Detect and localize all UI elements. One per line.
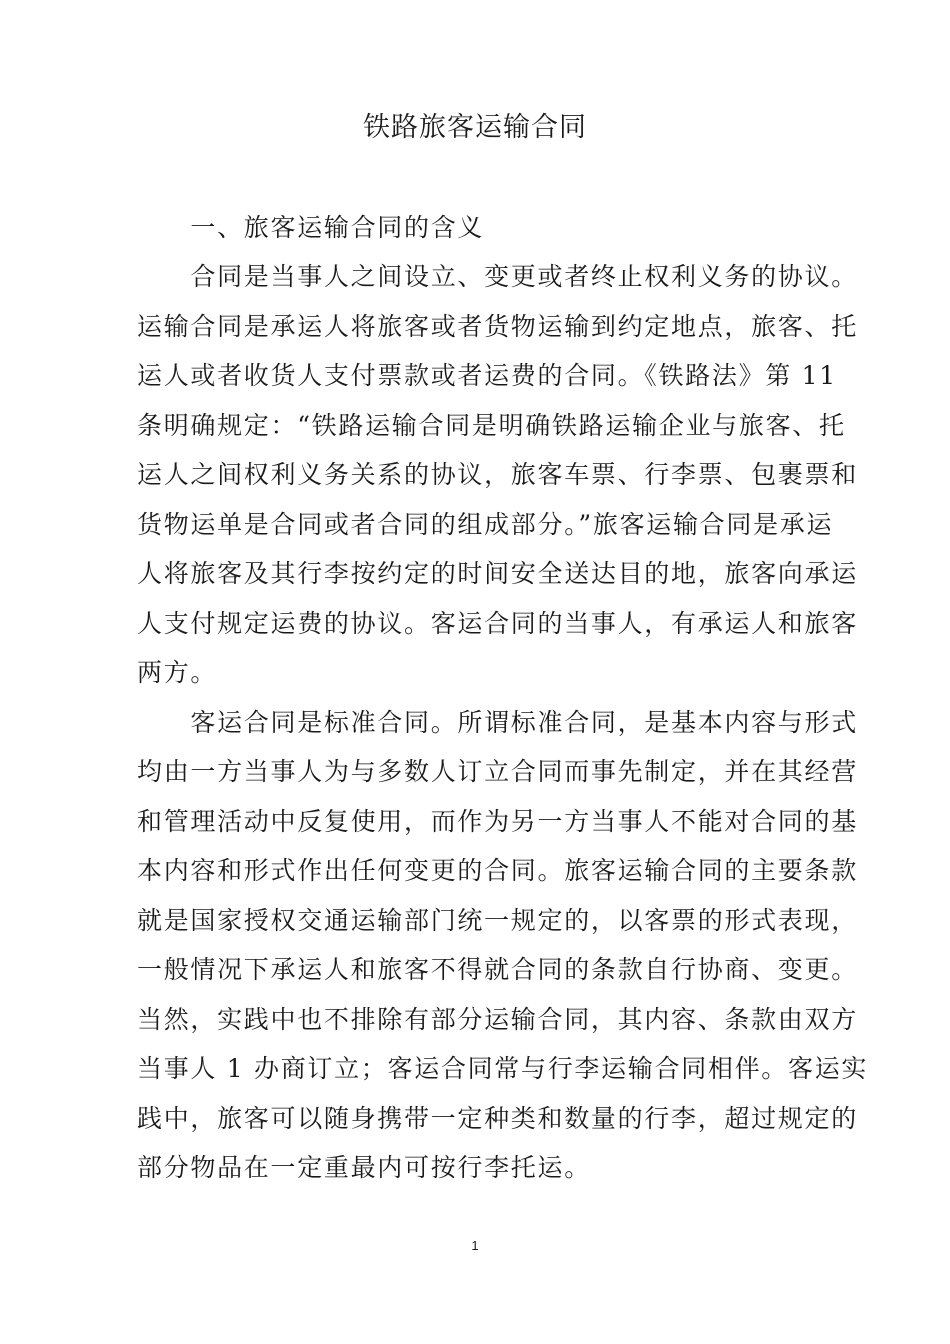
- body-text-line: 部分物品在一定重最内可按行李托运。: [137, 1153, 591, 1182]
- body-text-line: 就是国家授权交通运输部门统一规定的，以客票的形式表现，: [137, 906, 858, 935]
- body-text-line: 运人或者收货人支付票款或者运费的合同。《铁路法》第 11: [137, 361, 837, 390]
- body-text-line: 货物运单是合同或者合同的组成部分。”旅客运输合同是承运: [137, 510, 834, 539]
- body-text-line: 合同是当事人之间设立、变更或者终止权利义务的协议。: [137, 262, 858, 291]
- body-text-line: 当事人 1 办商订立；客运合同常与行李运输合同相伴。客运实: [137, 1054, 869, 1083]
- body-text-line: 客运合同是标准合同。所谓标准合同，是基本内容与形式: [137, 708, 858, 737]
- body-text-line: 一般情况下承运人和旅客不得就合同的条款自行协商、变更。: [137, 955, 858, 984]
- body-text-line: 均由一方当事人为与多数人订立合同而事先制定，并在其经营: [137, 757, 858, 786]
- body-text-line: 运人之间权利义务关系的协议，旅客车票、行李票、包裹票和: [137, 460, 858, 489]
- section-heading: 一、旅客运输合同的含义: [137, 213, 485, 242]
- page-number: 1: [471, 1238, 479, 1253]
- body-text-line: 条明确规定：“铁路运输合同是明确铁路运输企业与旅客、托: [137, 411, 846, 440]
- body-text-line: 和管理活动中反复使用，而作为另一方当事人不能对合同的基: [137, 807, 858, 836]
- body-text-line: 践中，旅客可以随身携带一定种类和数量的行李，超过规定的: [137, 1104, 858, 1133]
- body-text-line: 本内容和形式作出任何变更的合同。旅客运输合同的主要条款: [137, 856, 858, 885]
- body-text-line: 人将旅客及其行李按约定的时间安全送达目的地，旅客向承运: [137, 559, 858, 588]
- body-text-line: 两方。: [137, 658, 218, 687]
- body-text-line: 当然，实践中也不排除有部分运输合同，其内容、条款由双方: [137, 1005, 858, 1034]
- document-title: 铁路旅客运输合同: [363, 112, 587, 143]
- body-text-line: 运输合同是承运人将旅客或者货物运输到约定地点，旅客、托: [137, 312, 858, 341]
- body-text-line: 人支付规定运费的协议。客运合同的当事人，有承运人和旅客: [137, 609, 858, 638]
